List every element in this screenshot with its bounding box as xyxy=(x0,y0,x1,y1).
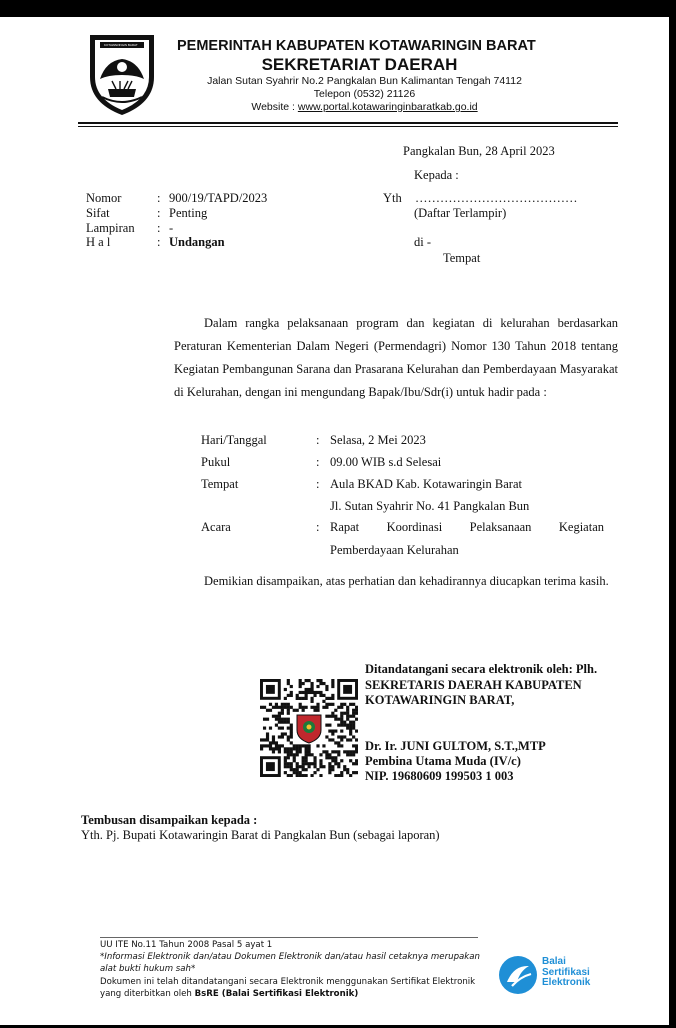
lampiran-label: Lampiran xyxy=(86,221,135,235)
website-link[interactable]: www.portal.kotawaringinbaratkab.go.id xyxy=(297,101,478,113)
nomor-label: Nomor xyxy=(86,191,122,205)
header-divider-thin xyxy=(78,126,618,127)
footer-law: UU ITE No.11 Tahun 2008 Pasal 5 ayat 1 xyxy=(100,940,273,950)
bsre-wordmark xyxy=(542,957,590,989)
qr-code-icon xyxy=(260,679,358,777)
recipient-daftar: (Daftar Terlampir) xyxy=(414,206,507,220)
bsre-line2: Sertifikasi xyxy=(542,966,590,978)
detail-hari-value: Selasa, 2 Mei 2023 xyxy=(330,433,426,447)
footer-notice: *Informasi Elektronik dan/atau Dokumen Elektronik dan/atau hasil cetaknya merupakan alat bukti hukum sah* xyxy=(100,952,480,975)
signatory-nip: NIP. 19680609 199503 1 003 xyxy=(365,769,514,783)
detail-pukul-label: Pukul xyxy=(201,455,231,469)
nomor-value: 900/19/TAPD/2023 xyxy=(169,191,268,205)
closing-text: Demikian disampaikan, atas perhatian dan kehadirannya diucapkan terima kasih. xyxy=(204,574,609,588)
recipient-tempat: Tempat xyxy=(443,251,481,265)
footer-signed-note xyxy=(100,976,480,1000)
detail-tempat-value1: Aula BKAD Kab. Kotawaringin Barat xyxy=(330,477,522,491)
recipient-di: di - xyxy=(414,235,432,249)
detail-pukul-value: 09.00 WIB s.d Selesai xyxy=(330,455,442,469)
bsre-logo-icon xyxy=(498,955,538,995)
detail-acara-colon: : xyxy=(316,520,320,534)
detail-acara-label: Acara xyxy=(201,520,231,534)
detail-hari-label: Hari/Tanggal xyxy=(201,433,267,447)
body-paragraph-text: Dalam rangka pelaksanaan program dan kegiatan di kelurahan berdasarkan Peraturan Kementerian Dalam Negeri (Permendagri) Nomor 130 Tahun 2018 tentang Kegiatan Pembangunan Sarana dan Prasarana Kelurahan dan Pemberdayaan Masyarakat di Kelurahan, dengan ini mengundang Bapak/Ibu/Sdr(i) untuk hadir pada : xyxy=(174,316,618,399)
website-label: Website : xyxy=(251,101,295,113)
signature-line1: Ditandatangani secara elektronik oleh: Plh. xyxy=(365,662,598,676)
bsre-line3: Elektronik xyxy=(542,977,591,988)
detail-pukul-colon: : xyxy=(316,455,320,469)
detail-tempat-colon: : xyxy=(316,477,320,491)
tembusan-title: Tembusan disampaikan kepada : xyxy=(81,813,258,827)
body-paragraph xyxy=(174,312,618,404)
hal-value: Undangan xyxy=(169,235,225,249)
header-divider-thick xyxy=(78,122,618,124)
recipient-dots: ………………………………… xyxy=(415,191,578,205)
kepada-label: Kepada : xyxy=(414,168,459,182)
signature-line3: KOTAWARINGIN BARAT, xyxy=(365,693,515,707)
header-government: PEMERINTAH KABUPATEN KOTAWARINGIN BARAT xyxy=(177,38,536,54)
header-address: Jalan Sutan Syahrir No.2 Pangkalan Bun Kalimantan Tengah 74112 xyxy=(207,75,522,87)
footer-bsre-name: BsRE (Balai Sertifikasi Elektronik) xyxy=(194,988,359,999)
emblem-caption: KOTAWARINGIN BARAT xyxy=(104,43,138,47)
detail-tempat-value2: Jl. Sutan Syahrir No. 41 Pangkalan Bun xyxy=(330,499,530,513)
letter-page xyxy=(0,17,669,1025)
detail-tempat-label: Tempat xyxy=(201,477,239,491)
footer-signed-note-text: Dokumen ini telah ditandatangani secara Elektronik menggunakan Sertifikat Elektronik yang diterbitkan oleh xyxy=(100,976,476,999)
detail-acara-value2: Pemberdayaan Kelurahan xyxy=(330,543,459,557)
place-date: Pangkalan Bun, 28 April 2023 xyxy=(403,144,555,158)
lampiran-value: - xyxy=(169,221,174,235)
tembusan-item: Yth. Pj. Bupati Kotawaringin Barat di Pangkalan Bun (sebagai laporan) xyxy=(81,828,440,842)
footer-divider xyxy=(100,937,478,938)
hal-colon: : xyxy=(157,235,161,249)
sifat-colon: : xyxy=(157,206,161,220)
header-phone: Telepon (0532) 21126 xyxy=(313,88,416,100)
bsre-line1: Balai xyxy=(542,956,566,967)
detail-hari-colon: : xyxy=(316,433,320,447)
yth-label: Yth xyxy=(383,191,402,205)
nomor-colon: : xyxy=(157,191,161,205)
hal-label: H a l xyxy=(86,235,111,249)
closing-paragraph xyxy=(174,570,618,593)
sifat-label: Sifat xyxy=(86,206,110,220)
footer-text xyxy=(100,939,480,1000)
signatory-rank: Pembina Utama Muda (IV/c) xyxy=(365,754,521,768)
sifat-value: Penting xyxy=(169,206,208,220)
signature-line2: SEKRETARIS DAERAH KABUPATEN xyxy=(365,678,582,692)
header-office: SEKRETARIAT DAERAH xyxy=(261,55,458,74)
signatory-name: Dr. Ir. JUNI GULTOM, S.T.,MTP xyxy=(365,739,546,753)
detail-acara-value1: Rapat Koordinasi Pelaksanaan Kegiatan xyxy=(330,520,604,534)
header-website xyxy=(0,101,669,113)
lampiran-colon: : xyxy=(157,221,161,235)
